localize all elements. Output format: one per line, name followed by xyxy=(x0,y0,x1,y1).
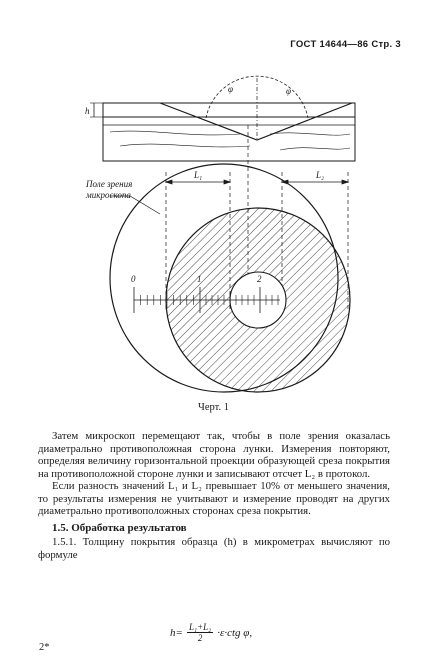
paragraph-3: 1.5.1. Толщину покрытия образца (h) в микрометрах вычисляют по формуле xyxy=(38,536,390,561)
dimension-lines xyxy=(166,180,348,184)
cross-section xyxy=(90,76,355,161)
label-field-line1: Поле зрения xyxy=(86,179,133,189)
section-heading: 1.5. Обработка результатов xyxy=(52,521,187,534)
paragraph-1: Затем микроскоп перемещают так, чтобы в поле зрения оказалась диаметрально противоположная сторона лунки. Измерения повторяют, определяя величину горизонтальной проекции образующей среза покрытия на противоположной стороне лунки и записывают отсчет L₂ в протокол. xyxy=(38,430,390,480)
label-phi-left: φ xyxy=(228,84,233,94)
label-field-line2: микроскопа xyxy=(86,190,131,200)
formula-lhs: h= xyxy=(170,626,183,639)
figure-caption: Черт. 1 xyxy=(198,402,229,413)
thickness-formula xyxy=(170,622,252,643)
scale-label-0: 0 xyxy=(131,274,136,284)
formula-rhs: ·ε·ctg φ, xyxy=(217,626,253,639)
label-phi-right: φ xyxy=(286,86,291,96)
page-number: 2* xyxy=(39,642,50,653)
label-L1: L₁ xyxy=(194,170,203,180)
formula-denominator: 2 xyxy=(197,633,203,643)
scale-label-1: 1 xyxy=(197,274,202,284)
paragraph-2: Если разность значений L₁ и L₂ превышает 10% от меньшего значения, то результаты измерения не учитывают и измерение проводят на других диаметрально противоположных сторонах среза покрытия. xyxy=(38,480,390,517)
label-h: h xyxy=(85,106,90,116)
formula-numerator: L₁+L₂ xyxy=(188,622,212,632)
label-L2: L₂ xyxy=(316,170,325,180)
formula-fraction xyxy=(187,622,213,643)
body-text xyxy=(38,430,390,561)
scale-label-2: 2 xyxy=(257,274,262,284)
page-header: ГОСТ 14644—86 Стр. 3 xyxy=(290,39,401,50)
